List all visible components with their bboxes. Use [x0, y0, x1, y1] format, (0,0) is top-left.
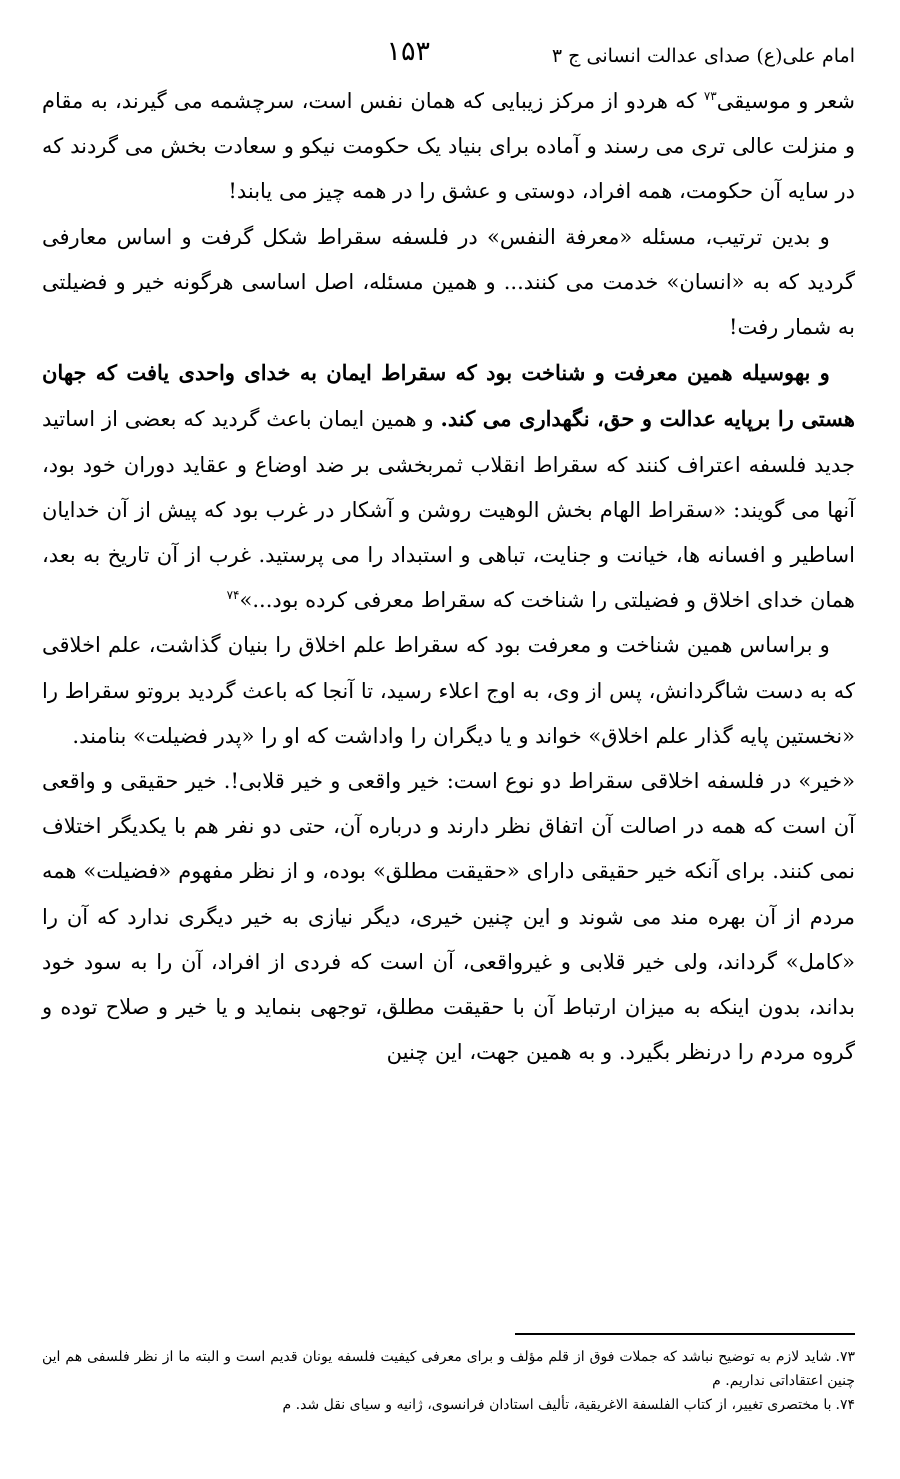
footnote-divider [515, 1333, 855, 1335]
paragraph-1-text-start: شعر و موسیقی [716, 89, 855, 113]
footnote-number: ۷۴. [835, 1397, 855, 1413]
running-title: امام علی(ع) صدای عدالت انسانی ج ۳ [551, 45, 855, 67]
paragraph-3 [42, 350, 855, 623]
page-number: ۱۵۳ [386, 36, 430, 67]
footnotes [42, 1345, 855, 1417]
paragraph-5: «خیر» در فلسفه اخلاقی سقراط دو نوع است: خیر واقعی و خیر قلابی!. خیر حقیقی و واقعی آن است که همه در اصالت آن اتفاق نظر دارند و درباره آن، حتی دو نفر هم با یکدیگر اختلاف نمی کنند. برای آنکه خیر حقیقی دارای «حقیقت مطلق» بوده، و از نظر مفهوم «فضیلت» همه مردم از آن بهره مند می شوند و این چنین خیری، دیگر نیازی به خیر دیگری ندارد که آن را «کامل» گرداند، ولی خیر قلابی و غیرواقعی، آن است که فردی از افراد، آن را به سود خود بداند، بدون اینکه به میزان ارتباط آن با حقیقت مطلق، توجهی بنماید و یا خیر و صلاح توده و گروه مردم را درنظر بگیرد. و به همین جهت، این چنین [42, 769, 855, 1065]
footnote-number: ۷۳. [835, 1349, 855, 1365]
paragraph-2: و بدین ترتیب، مسئله «معرفة النفس» در فلسفه سقراط شکل گرفت و اساس معارفی گردید که به «انسان» خدمت می کنند... و همین مسئله، اصل اساسی هرگونه خیر و فضیلتی به شمار رفت! [42, 224, 855, 340]
page-body [42, 79, 855, 1075]
footnote-text: شاید لازم به توضیح نباشد که جملات فوق از قلم مؤلف و برای معرفی کیفیت فلسفه یونان قدیم است و البته ما از نظر فلسفی هم این چنین اعتقاداتی نداریم. م [42, 1349, 855, 1389]
paragraph-1-text-end: که هردو از مرکز زیبایی که همان نفس است، سرچشمه می گیرند، به مقام و منزلت عالی تری می رسند و آماده برای بنیاد یک حکومت نیکو و سعادت بخش می گردند که در سایه آن حکومت، همه افراد، دوستی و عشق را در همه چیز می یابند! [42, 89, 855, 204]
paragraph-3-bold-text: و بهوسیله همین معرفت و شناخت بود که سقراط ایمان به خدای واحدی یافت که جهان هستی را برپایه عدالت و حق، نگهداری می کند. [42, 360, 855, 432]
footnote-73 [42, 1345, 855, 1393]
paragraph-4: و براساس همین شناخت و معرفت بود که سقراط علم اخلاق را بنیان گذاشت، علم اخلاقی که به دست شاگردانش، پس از وی، به اوج اعلاء رسید، تا آنجا که باعث گردید بروتو سقراط را «نخستین پایه گذار علم اخلاق» خواند و یا دیگران را واداشت که او را «پدر فضیلت» بنامند. [42, 633, 855, 748]
paragraph-3-text: و همین ایمان باعث گردید که بعضی از اساتید جدید فلسفه اعتراف کنند که سقراط انقلاب ثمربخشی بر ضد اوضاع و عقاید دوران خود بود، آنها می گویند: «سقراط الهام بخش الوهیت روشن و آشکار در غرب بود که پیش از آن خدایان اساطیر و افسانه ها، خیانت و جنایت، تباهی و استبداد را می پرستید. غرب از آن تاریخ به بعد، همان خدای اخلاق و فضیلتی را شناخت که سقراط معرفی کرده بود...» [42, 407, 855, 613]
footnote-74 [42, 1393, 855, 1417]
footnote-text: با مختصری تغییر، از کتاب الفلسفة الاغریقیة، تألیف استادان فرانسوی، ژانیه و سیای نقل شد. م [282, 1397, 832, 1413]
page-header [40, 38, 855, 74]
paragraph-1 [42, 79, 855, 215]
footnote-ref-74[interactable]: ۷۴ [226, 588, 240, 603]
footnote-ref-73[interactable]: ۷۳ [703, 89, 717, 103]
